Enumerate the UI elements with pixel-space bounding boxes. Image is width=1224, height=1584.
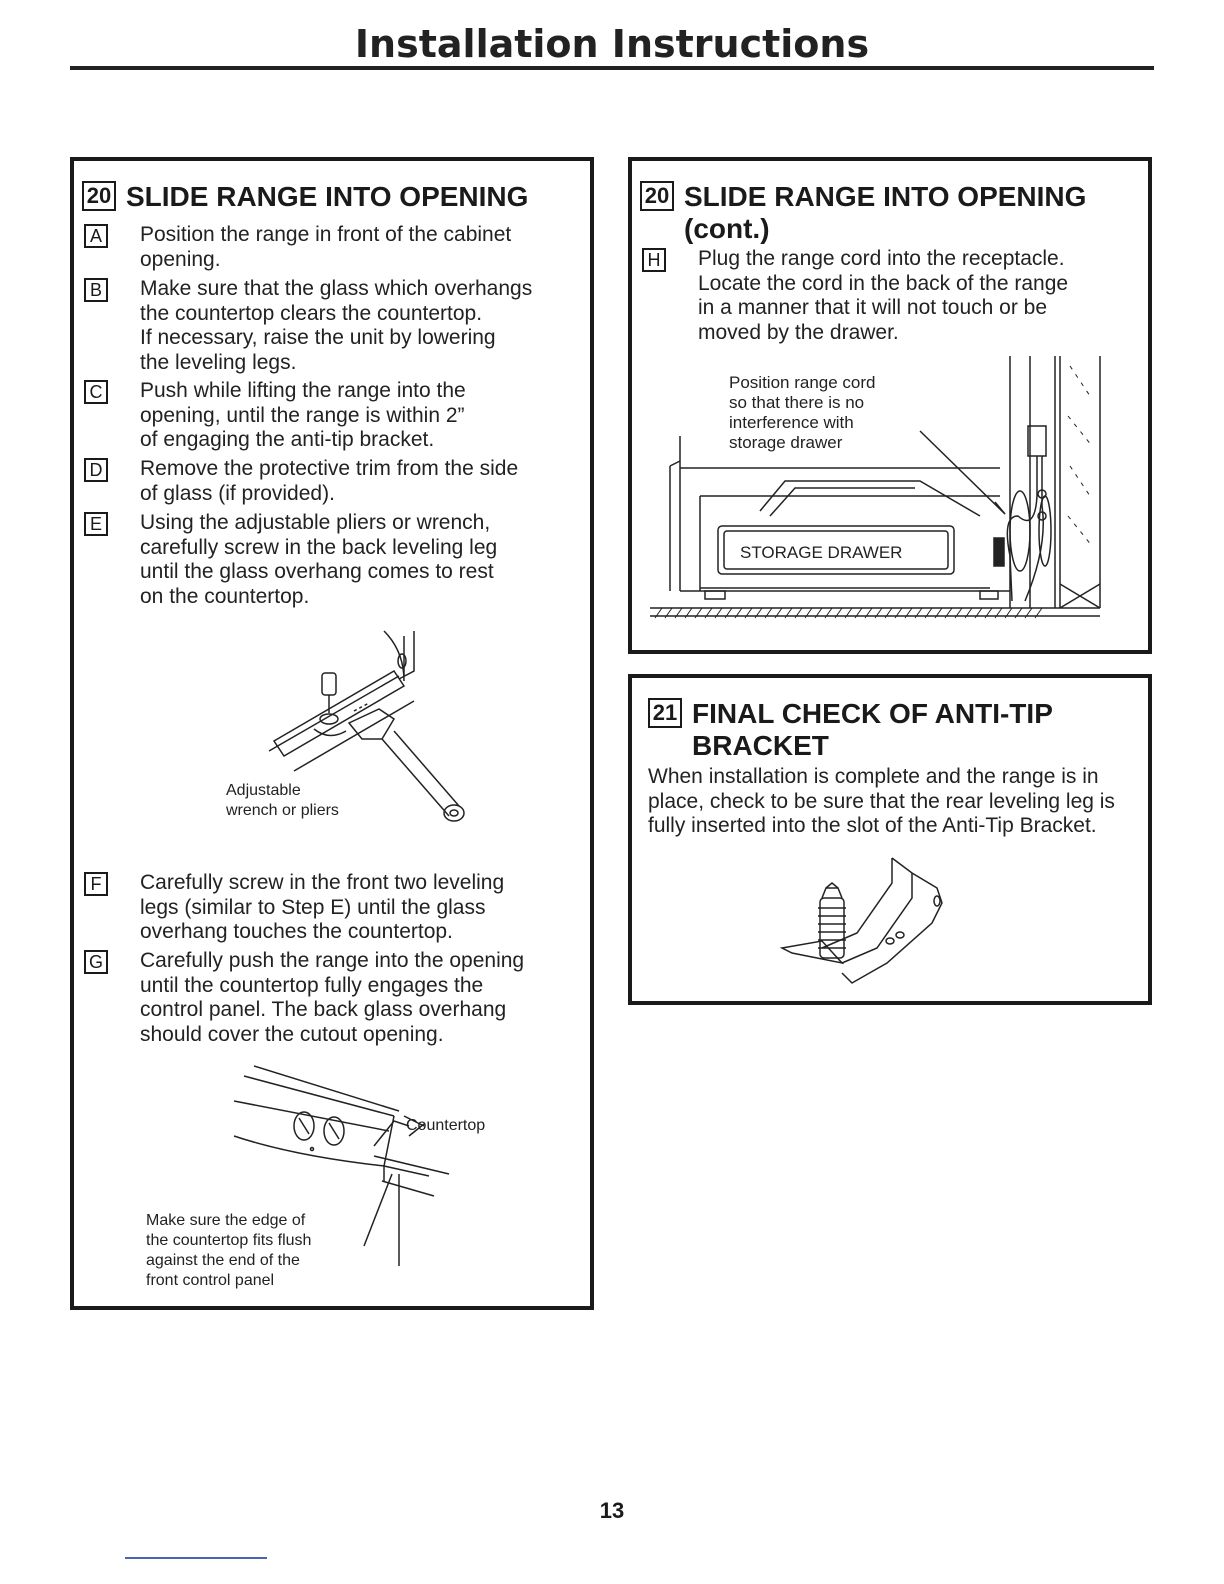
step-title <box>692 698 1053 762</box>
step-number-badge: 20 <box>82 181 116 211</box>
countertop-illustration <box>234 1056 474 1216</box>
storage-drawer-label: STORAGE DRAWER <box>740 543 903 562</box>
instruction-item-g <box>84 949 584 1047</box>
step-title <box>684 181 1086 245</box>
item-letter: C <box>84 380 108 404</box>
countertop-label: Countertop <box>406 1117 486 1134</box>
item-letter: H <box>642 248 666 272</box>
instruction-item-b <box>84 277 584 375</box>
item-letter: A <box>84 224 108 248</box>
diagram-caption: Position range cord so that there is no interference with storage drawer <box>729 373 876 452</box>
step-number-badge: 20 <box>640 181 674 211</box>
step-21-panel <box>628 674 1152 1005</box>
item-text: Carefully screw in the front two leveling legs (similar to Step E) until the glass overhang touches the countertop. <box>140 871 505 943</box>
item-text: Carefully push the range into the opening until the countertop fully engages the control panel. The back glass overhang should cover the cutout opening. <box>140 949 525 1046</box>
item-text: Remove the protective trim from the side of glass (if provided). <box>140 457 519 505</box>
step-title-line1: FINAL CHECK OF ANTI-TIP <box>692 698 1053 729</box>
step-20-cont-header <box>640 181 1086 245</box>
step-title-line1: SLIDE RANGE INTO OPENING <box>684 181 1087 212</box>
item-letter: G <box>84 950 108 974</box>
instruction-item-c <box>84 379 584 453</box>
countertop-caption: Make sure the edge of the countertop fits flush against the end of the front control panel <box>146 1212 312 1289</box>
instruction-item-e <box>84 511 584 609</box>
item-letter: D <box>84 458 108 482</box>
item-text: Push while lifting the range into the opening, until the range is within 2” of engaging the anti-tip bracket. <box>140 379 466 451</box>
storage-drawer-diagram <box>650 356 1110 626</box>
wrench-caption: Adjustable wrench or pliers <box>226 782 339 819</box>
step-21-header <box>648 698 1053 762</box>
bottom-link-underline <box>125 1557 267 1559</box>
step-number-badge: 21 <box>648 698 682 728</box>
anti-tip-bracket-illustration <box>782 853 962 988</box>
step-title: SLIDE RANGE INTO OPENING <box>126 181 529 212</box>
final-check-text: When installation is complete and the range is in place, check to be sure that the rear leveling leg is fully inserted into the slot of the Anti-Tip Bracket. <box>648 765 1115 837</box>
item-letter: B <box>84 278 108 302</box>
item-text: Plug the range cord into the receptacle. Locate the cord in the back of the range in a manner that it will not touch or be moved by the drawer. <box>698 247 1069 344</box>
instruction-item-a <box>84 223 584 272</box>
step-20-header <box>82 181 528 213</box>
step-20-panel <box>70 157 594 1310</box>
item-text: Position the range in front of the cabinet opening. <box>140 223 512 271</box>
instruction-item-d <box>84 457 584 506</box>
step-20-cont-panel <box>628 157 1152 654</box>
item-letter: E <box>84 512 108 536</box>
item-text: Make sure that the glass which overhangs the countertop clears the countertop. If necessary, raise the unit by lowering the leveling legs. <box>140 277 533 374</box>
step-title-line2: (cont.) <box>684 213 770 244</box>
page-title: Installation Instructions <box>354 22 870 66</box>
page-number: 13 <box>599 1498 625 1523</box>
instruction-item-f <box>84 871 584 945</box>
step-title-line2: BRACKET <box>692 730 829 761</box>
item-text: Using the adjustable pliers or wrench, carefully screw in the back leveling leg until the glass overhang comes to rest on the countertop. <box>140 511 498 608</box>
title-rule <box>70 66 1154 70</box>
instruction-item-h <box>642 247 1142 345</box>
item-letter: F <box>84 872 108 896</box>
